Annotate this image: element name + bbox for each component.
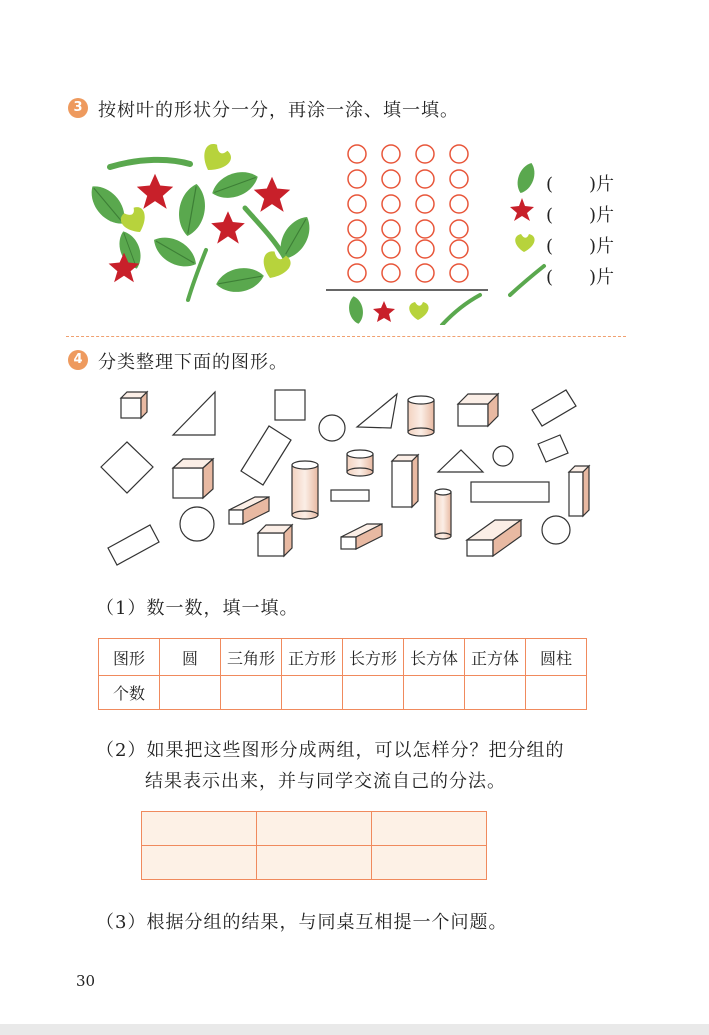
rectangle-shape — [532, 390, 576, 426]
cuboid-shape — [392, 455, 418, 507]
column-header-cuboid: 长方体 — [404, 639, 465, 676]
section-divider — [66, 336, 626, 337]
rectangle-shape — [241, 426, 291, 485]
table-row-counts — [99, 676, 587, 710]
cylinder-shape — [347, 450, 373, 476]
leaf-type-legend — [508, 160, 548, 300]
group-cell[interactable] — [372, 846, 487, 880]
cuboid-shape — [341, 524, 382, 549]
cuboid-shape — [229, 497, 269, 524]
circle-shape — [493, 446, 513, 466]
count-cell-triangle[interactable] — [221, 676, 282, 710]
cuboid-shape — [467, 520, 521, 556]
question-3-badge: 3 — [68, 98, 88, 118]
part-2-prompt-line-1: （2）如果把这些图形分成两组，可以怎样分？把分组的 — [96, 740, 565, 761]
cylinder-shape — [435, 489, 451, 539]
table-row — [142, 812, 487, 846]
group-cell[interactable] — [142, 812, 257, 846]
column-header-rectangle: 长方形 — [343, 639, 404, 676]
column-header-square: 正方形 — [282, 639, 343, 676]
part-2-prompt-line-2: 结果表示出来，并与同学交流自己的分法。 — [145, 771, 506, 792]
count-cell-rectangle[interactable] — [343, 676, 404, 710]
square-shape — [101, 442, 153, 493]
row-header-count: 个数 — [99, 676, 160, 710]
circle-shape — [319, 415, 345, 441]
triangle-shape — [438, 450, 483, 472]
blank-long-leaves[interactable]: ( )片 — [546, 267, 615, 288]
blank-red-leaves[interactable]: ( )片 — [546, 205, 615, 226]
group-cell[interactable] — [257, 812, 372, 846]
group-cell[interactable] — [142, 846, 257, 880]
square-shape — [275, 390, 305, 420]
circle-shape — [542, 516, 570, 544]
cube-shape — [121, 392, 147, 418]
question-4-badge: 4 — [68, 350, 88, 370]
table-row-headers — [99, 639, 587, 676]
cuboid-shape — [458, 394, 498, 426]
count-cell-square[interactable] — [282, 676, 343, 710]
question-3-title: 按树叶的形状分一分，再涂一涂、填一填。 — [98, 100, 459, 121]
column-header-triangle: 三角形 — [221, 639, 282, 676]
triangle-shape — [173, 392, 215, 435]
row-header-shape: 图形 — [99, 639, 160, 676]
rectangle-shape — [471, 482, 549, 502]
count-cell-cuboid[interactable] — [404, 676, 465, 710]
count-cell-cylinder[interactable] — [526, 676, 587, 710]
rectangle-shape — [331, 490, 369, 501]
square-shape — [538, 435, 568, 462]
grouping-table — [141, 811, 487, 880]
cylinder-shape — [292, 461, 318, 519]
triangle-shape — [357, 394, 397, 428]
cube-shape — [258, 525, 292, 556]
group-cell[interactable] — [372, 812, 487, 846]
count-cell-circle[interactable] — [160, 676, 221, 710]
column-header-cylinder: 圆柱 — [526, 639, 587, 676]
column-header-cube: 正方体 — [465, 639, 526, 676]
question-4-title: 分类整理下面的图形。 — [98, 352, 288, 373]
cylinder-shape — [408, 396, 434, 436]
table-row — [142, 846, 487, 880]
count-cell-cube[interactable] — [465, 676, 526, 710]
blank-yellow-leaves[interactable]: ( )片 — [546, 236, 615, 257]
part-1-prompt: （1）数一数，填一填。 — [96, 598, 299, 619]
part-3-prompt: （3）根据分组的结果，与同桌互相提一个问题。 — [96, 912, 508, 933]
shapes-illustration — [95, 380, 605, 575]
cube-shape — [173, 459, 213, 498]
bottom-bar — [0, 1024, 709, 1035]
rectangle-shape — [108, 525, 159, 565]
circle-grid — [322, 140, 492, 325]
leaves-illustration — [80, 140, 325, 315]
cuboid-shape — [569, 466, 589, 516]
circle-shape — [180, 507, 214, 541]
column-header-circle: 圆 — [160, 639, 221, 676]
count-table — [98, 638, 587, 710]
blank-green-leaves[interactable]: ( )片 — [546, 174, 615, 195]
group-cell[interactable] — [257, 846, 372, 880]
page-number: 30 — [76, 972, 96, 990]
